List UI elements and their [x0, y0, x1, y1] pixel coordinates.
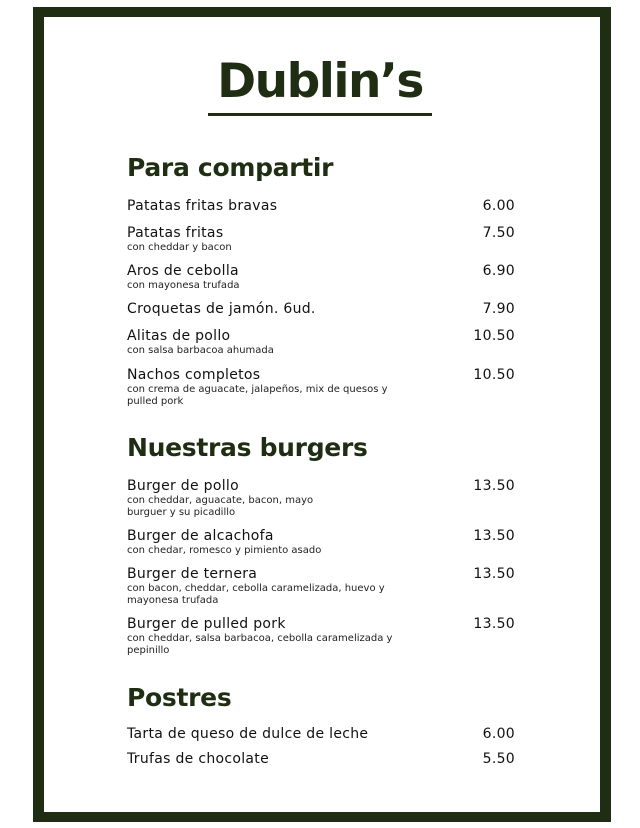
title-underline [208, 113, 432, 116]
menu-item [127, 263, 515, 292]
item-description: con chedar, romesco y pimiento asado [127, 545, 322, 556]
item-name: Nachos completos [127, 367, 261, 383]
menu-item [127, 726, 515, 743]
item-price: 6.90 [482, 263, 515, 279]
item-name: Burger de alcachofa [127, 528, 274, 544]
item-description: con salsa barbacoa ahumada [127, 345, 274, 356]
item-name: Croquetas de jamón. 6ud. [127, 301, 316, 317]
menu-item [127, 566, 515, 607]
item-description: con crema de aguacate, jalapeños, mix de quesos y pulled pork [127, 384, 388, 407]
menu-item [127, 528, 515, 557]
item-name: Alitas de pollo [127, 328, 231, 344]
item-name: Burger de pollo [127, 478, 239, 494]
item-name: Burger de pulled pork [127, 616, 286, 632]
menu-item [127, 616, 515, 657]
menu-item [127, 478, 515, 519]
restaurant-title: Dublin’s [217, 54, 423, 109]
section-title-nuestras-burgers: Nuestras burgers [127, 433, 368, 462]
menu-item [127, 225, 515, 254]
item-name: Patatas fritas bravas [127, 198, 278, 214]
menu-item [127, 198, 515, 215]
menu-item [127, 328, 515, 357]
item-name: Aros de cebolla [127, 263, 239, 279]
section-title-postres: Postres [127, 683, 232, 712]
item-price: 13.50 [473, 566, 515, 582]
section-title-para-compartir: Para compartir [127, 153, 334, 182]
menu-item [127, 751, 515, 768]
menu-item [127, 301, 515, 318]
item-price: 5.50 [482, 751, 515, 767]
item-price: 13.50 [473, 616, 515, 632]
item-description: con mayonesa trufada [127, 280, 240, 291]
item-name: Patatas fritas [127, 225, 224, 241]
item-price: 6.00 [482, 726, 515, 742]
item-description: con cheddar, aguacate, bacon, mayo burguer y su picadillo [127, 495, 314, 518]
item-name: Burger de ternera [127, 566, 258, 582]
item-price: 7.90 [482, 301, 515, 317]
item-description: con bacon, cheddar, cebolla caramelizada, huevo y mayonesa trufada [127, 583, 385, 606]
item-description: con cheddar y bacon [127, 242, 232, 253]
menu-item [127, 367, 515, 408]
item-price: 13.50 [473, 528, 515, 544]
item-price: 6.00 [482, 198, 515, 214]
item-price: 7.50 [482, 225, 515, 241]
item-price: 13.50 [473, 478, 515, 494]
item-price: 10.50 [473, 367, 515, 383]
item-description: con cheddar, salsa barbacoa, cebolla caramelizada y pepinillo [127, 633, 393, 656]
item-price: 10.50 [473, 328, 515, 344]
item-name: Tarta de queso de dulce de leche [127, 726, 369, 742]
item-name: Trufas de chocolate [127, 751, 269, 767]
